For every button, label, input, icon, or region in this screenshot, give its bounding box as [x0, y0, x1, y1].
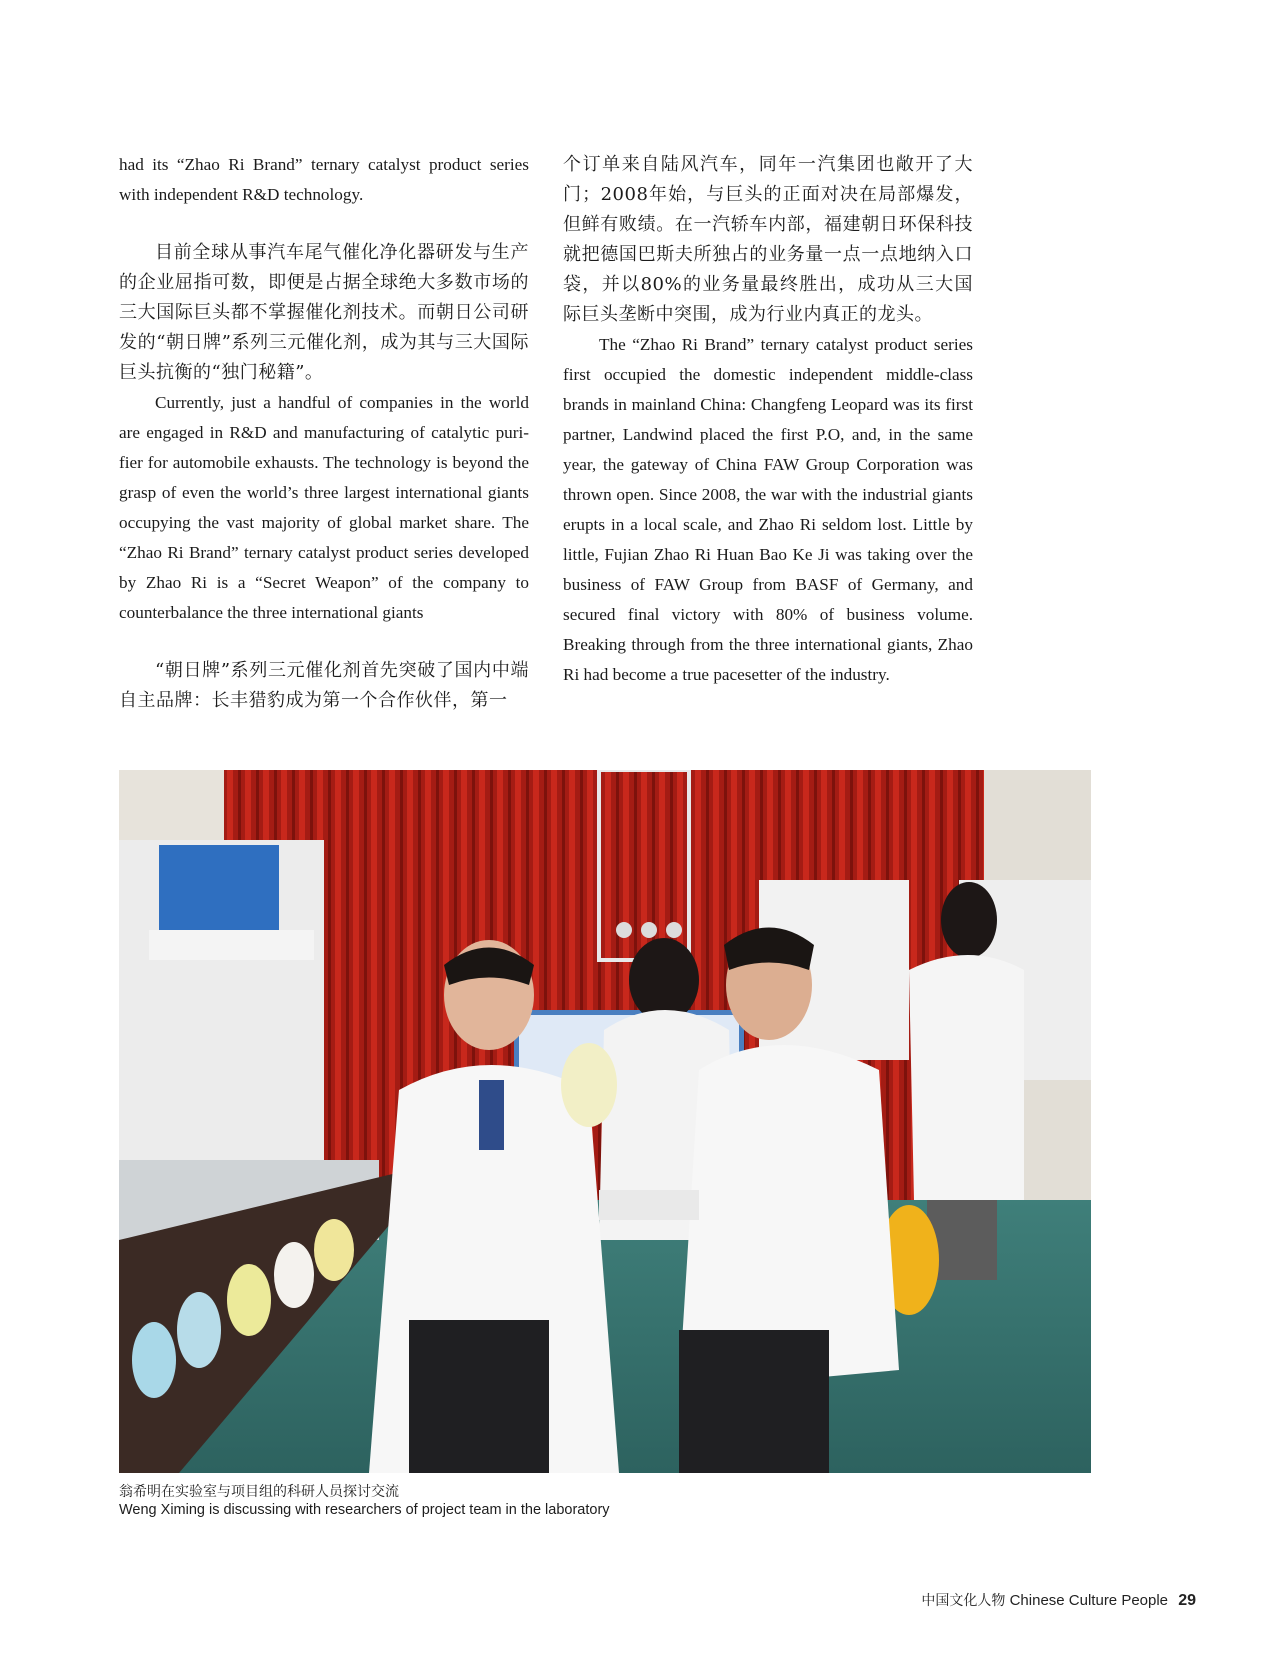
page-footer — [921, 1590, 1196, 1610]
laboratory-photo — [119, 770, 1091, 1473]
chinese-paragraph-continued: 个订单来自陆风汽车，同年一汽集团也敞开了大门；2008年始，与巨头的正面对决在局部爆发，但鲜有败绩。在一汽轿车内部，福建朝日环保科技就把德国巴斯夫所独占的业务量一点一点地纳入口袋，并以80%的业务量最终胜出，成功从三大国际巨头垄断中突围，成为行业内真正的龙头。 — [563, 154, 973, 325]
chinese-paragraph: “朝日牌”系列三元催化剂首先突破了国内中端自主品牌：长丰猎豹成为第一个合作伙伴，第一 — [119, 660, 529, 711]
english-paragraph-continued: had its “Zhao Ri Brand” ternary catalyst product series with independent R&D technology. — [119, 155, 529, 204]
caption-english: Weng Ximing is discussing with researchers of project team in the laboratory — [119, 1502, 610, 1518]
caption-chinese: 翁希明在实验室与项目组的科研人员探讨交流 — [119, 1484, 399, 1500]
laboratory-illustration — [119, 770, 1091, 1473]
chinese-paragraph: 目前全球从事汽车尾气催化净化器研发与生产的企业屈指可数，即便是占据全球绝大多数市场的三大国际巨头都不掌握催化剂技术。而朝日公司研发的“朝日牌”系列三元催化剂，成为其与三大国际巨头抗衡的“独门秘籍”。 — [119, 242, 529, 383]
magazine-name-english: Chinese Culture People — [1009, 1592, 1169, 1609]
english-paragraph: The “Zhao Ri Brand” ternary catalyst product series first occupied the domestic independent middle-class brands in mainland China: Changfeng Leopard was its first partner, Landwind placed the first P.O, and, in the same year, the gateway of China FAW Group Corporation was thrown open. Since 2008, the war with the industrial giants erupts in a local scale, and Zhao Ri seldom lost. Little by little, Fujian Zhao Ri Huan Bao Ke Ji was taking over the business of FAW Group from BASF of Germany, and secured final victory with 80% of business volume. Breaking through from the three international giants, Zhao Ri had become a true pacesetter of the industry. — [563, 335, 973, 684]
magazine-name-chinese: 中国文化人物 — [921, 1593, 1006, 1609]
left-text-column — [119, 150, 529, 716]
page-number: 29 — [1178, 1592, 1196, 1609]
english-paragraph: Currently, just a handful of companies in the world are engaged in R&D and manufacturing of catalytic purifier for automobile exhausts. The technology is beyond the grasp of even the world’s three largest international giants occupying the vast majority of global market share. The “Zhao Ri Brand” ternary catalyst product series developed by Zhao Ri is a “Secret Weapon” of the company to counterbalance the three international giants — [119, 393, 529, 622]
right-text-column — [563, 150, 973, 690]
photo-caption — [119, 1483, 610, 1519]
